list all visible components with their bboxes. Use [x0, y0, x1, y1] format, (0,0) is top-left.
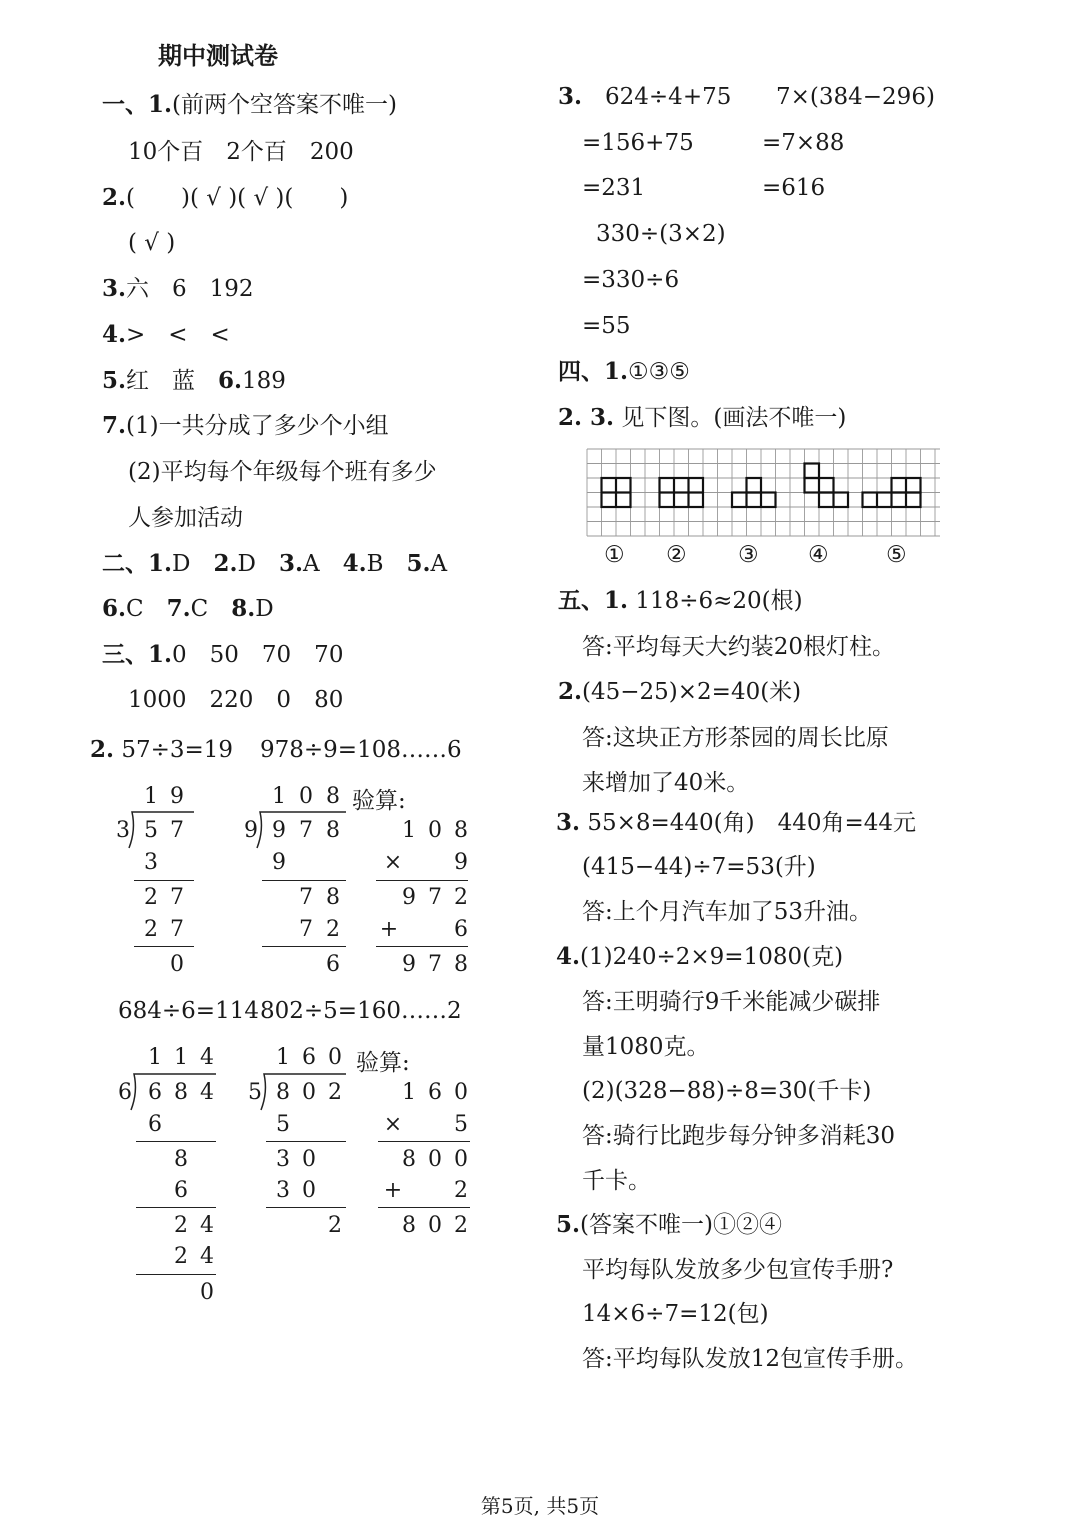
quotient-digit: 1: [272, 784, 286, 809]
check-digit: 1: [402, 1080, 416, 1105]
check-digit: 0: [428, 818, 442, 843]
divisor: 6: [118, 1080, 132, 1105]
dividend-digit: 5: [144, 818, 158, 843]
answer-1-1-values: 10个百 2个百 200: [128, 139, 354, 165]
page-footer: 第5页, 共5页: [480, 1494, 600, 1518]
check-digit: 7: [428, 885, 442, 910]
step-line: =330÷6: [582, 267, 680, 293]
check-label: 验算:: [352, 788, 406, 814]
answer-1-7: 7.(1)一共分成了多少个小组: [102, 412, 389, 439]
quotient-digit: 1: [276, 1045, 290, 1070]
answer-3-2-eq-a: 2. 57÷3=19: [90, 736, 234, 763]
answer-3-3: 3. 624÷4+75: [558, 83, 732, 110]
step-digit: 6: [148, 1112, 162, 1137]
check-digit: 2: [454, 885, 468, 910]
step-digit: 2: [174, 1213, 188, 1238]
check-digit: 8: [402, 1213, 416, 1238]
remainder: 6: [326, 952, 340, 977]
step-digit: 3: [276, 1147, 290, 1172]
answer-line: 平均每队发放多少包宣传手册?: [582, 1257, 894, 1283]
check-digit: 8: [454, 818, 468, 843]
dividend-digit: 6: [148, 1080, 162, 1105]
dividend-digit: 8: [326, 818, 340, 843]
step-digit: 8: [174, 1147, 188, 1172]
step-digit: 7: [170, 917, 184, 942]
divisor: 3: [116, 818, 130, 843]
answer-1-3: 3.六 6 192: [102, 275, 254, 302]
dividend-digit: 7: [170, 818, 184, 843]
operator: +: [383, 1178, 403, 1203]
answer-line: 千卡。: [582, 1168, 651, 1194]
quotient-digit: 0: [328, 1045, 342, 1070]
answer-line: (415−44)÷7=53(升): [582, 854, 816, 880]
dividend-digit: 4: [200, 1080, 214, 1105]
answer-2-row2: 6.C 7.C 8.D: [102, 595, 274, 622]
dividend-digit: 8: [276, 1080, 290, 1105]
step-digit: 2: [144, 917, 158, 942]
step-digit: 8: [326, 885, 340, 910]
answer-line: 答:平均每队发放12包宣传手册。: [582, 1346, 919, 1372]
step-line: =55: [582, 313, 631, 339]
answer-1-2: 2.( )( √ )( √ )( ): [102, 184, 349, 211]
grid-figure: [586, 448, 942, 538]
check-digit: 1: [402, 818, 416, 843]
answer-5-5: 5.(答案不唯一)①②④: [556, 1211, 782, 1238]
step-digit: 7: [299, 917, 313, 942]
answer-1-4: 4.> < <: [102, 321, 230, 348]
answer-3-3-b: 7×(384−296): [776, 84, 935, 110]
answer-3-1-cont: 1000 220 0 80: [128, 687, 344, 713]
answer-line: 答:王明骑行9千米能减少碳排: [582, 989, 881, 1015]
check-digit: 0: [428, 1147, 442, 1172]
quotient-digit: 1: [148, 1045, 162, 1070]
check-digit: 9: [402, 885, 416, 910]
figure-label-4: ④: [808, 542, 829, 568]
figure-label-2: ②: [666, 542, 687, 568]
dividend-digit: 0: [302, 1080, 316, 1105]
check-digit: 0: [454, 1147, 468, 1172]
answer-1-2-cont: ( √ ): [128, 230, 176, 256]
step-digit: 4: [200, 1244, 214, 1269]
answer-3-1: 三、1.0 50 70 70: [102, 641, 344, 668]
divisor: 9: [244, 818, 258, 843]
answer-line: (2)(328−88)÷8=30(千卡): [582, 1078, 872, 1104]
step-digit: 6: [174, 1178, 188, 1203]
check-label: 验算:: [356, 1050, 410, 1076]
check-digit: 8: [454, 952, 468, 977]
step-digit: 4: [200, 1213, 214, 1238]
step-line: =156+75: [582, 130, 694, 156]
quotient-digit: 8: [326, 784, 340, 809]
step-digit: 7: [299, 885, 313, 910]
step-digit: 3: [276, 1178, 290, 1203]
remainder: 2: [328, 1213, 342, 1238]
remainder: 0: [200, 1280, 214, 1305]
operator: ×: [383, 1112, 403, 1137]
step-line: =616: [762, 175, 826, 201]
answer-2-row1: 二、1.D 2.D 3.A 4.B 5.A: [102, 550, 448, 577]
step-digit: 0: [302, 1147, 316, 1172]
answer-line: 量1080克。: [582, 1034, 710, 1060]
answer-line: 来增加了40米。: [582, 770, 750, 796]
quotient-digit: 1: [174, 1045, 188, 1070]
step-line: =231: [582, 175, 646, 201]
figure-label-3: ③: [738, 542, 759, 568]
check-digit: 0: [428, 1213, 442, 1238]
answer-5-2: 2.(45−25)×2=40(米): [558, 678, 802, 705]
answer-3-2-eq-b: 978÷9=108……6: [260, 737, 462, 763]
step-digit: 2: [144, 885, 158, 910]
answer-line: 答:这块正方形茶园的周长比原: [582, 725, 889, 751]
check-digit: 7: [428, 952, 442, 977]
step-digit: 0: [302, 1178, 316, 1203]
check-digit: 9: [402, 952, 416, 977]
quotient-digit: 0: [299, 784, 313, 809]
quotient-digit: 9: [170, 784, 184, 809]
step-digit: 2: [174, 1244, 188, 1269]
answer-1-5-6: 5.红 蓝 6.189: [102, 367, 286, 394]
answer-5-1: 五、1. 118÷6≈20(根): [558, 587, 803, 614]
answer-4-1: 四、1.①③⑤: [558, 358, 690, 385]
dividend-digit: 7: [299, 818, 313, 843]
figure-label-1: ①: [604, 542, 625, 568]
answer-3-2-eq-d: 802÷5=160……2: [260, 998, 462, 1024]
answer-5-4: 4.(1)240÷2×9=1080(克): [556, 943, 844, 970]
answer-line: 答:骑行比跑步每分钟多消耗30: [582, 1123, 896, 1149]
remainder: 0: [170, 952, 184, 977]
check-digit: 5: [454, 1112, 468, 1137]
step-digit: 2: [326, 917, 340, 942]
answer-4-2-3: 2. 3. 见下图。(画法不唯一): [558, 404, 847, 431]
operator: ×: [383, 850, 403, 875]
check-digit: 6: [454, 917, 468, 942]
operator: +: [379, 917, 399, 942]
answer-5-3: 3. 55×8=440(角) 440角=44元: [556, 809, 917, 836]
answer-3-2-eq-c: 684÷6=114: [118, 998, 259, 1024]
dividend-digit: 8: [174, 1080, 188, 1105]
step-digit: 3: [144, 850, 158, 875]
dividend-digit: 2: [328, 1080, 342, 1105]
divisor: 5: [248, 1080, 262, 1105]
dividend-digit: 9: [272, 818, 286, 843]
figure-label-5: ⑤: [886, 542, 907, 568]
check-digit: 2: [454, 1178, 468, 1203]
page-title: 期中测试卷: [158, 41, 278, 70]
answer-1-1: 一、1.(前两个空答案不唯一): [102, 91, 397, 118]
check-digit: 9: [454, 850, 468, 875]
step-digit: 9: [272, 850, 286, 875]
check-digit: 6: [428, 1080, 442, 1105]
check-digit: 2: [454, 1213, 468, 1238]
step-line: 330÷(3×2): [596, 221, 726, 247]
quotient-digit: 6: [302, 1045, 316, 1070]
quotient-digit: 1: [144, 784, 158, 809]
answer-line: 答:上个月汽车加了53升油。: [582, 899, 873, 925]
quotient-digit: 4: [200, 1045, 214, 1070]
step-digit: 7: [170, 885, 184, 910]
answer-1-7-2: (2)平均每个年级每个班有多少: [128, 459, 437, 485]
answer-line: 14×6÷7=12(包): [582, 1301, 769, 1327]
answer-1-7-2-cont: 人参加活动: [128, 505, 243, 531]
check-digit: 0: [454, 1080, 468, 1105]
answer-line: 答:平均每天大约装20根灯柱。: [582, 634, 896, 660]
step-digit: 5: [276, 1112, 290, 1137]
step-line: =7×88: [762, 130, 845, 156]
check-digit: 8: [402, 1147, 416, 1172]
